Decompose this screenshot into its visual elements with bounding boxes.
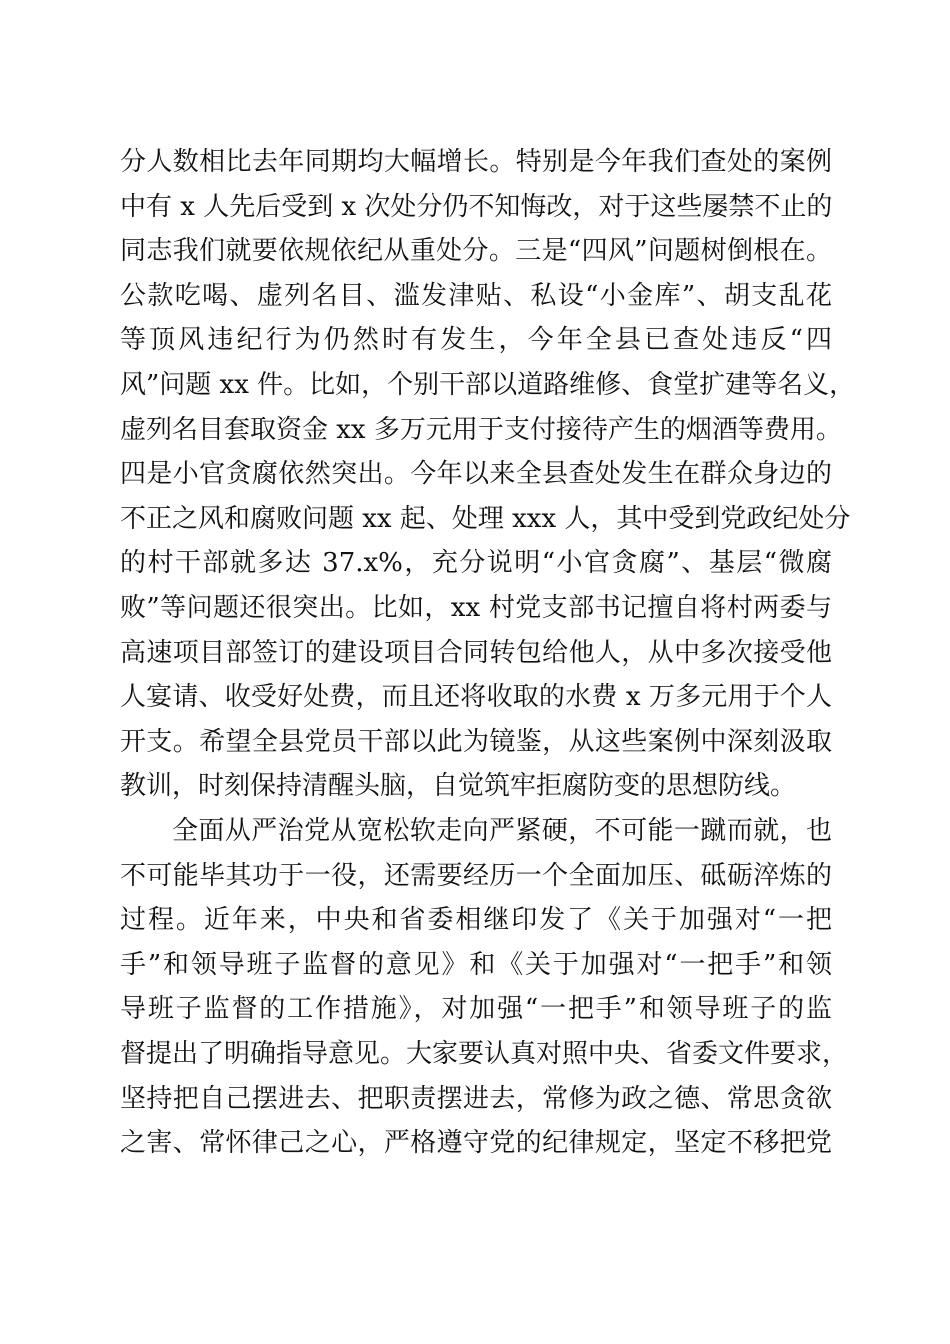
paragraph-line: 不可能毕其功于一役，还需要经历一个全面加压、砥砺淬炼的 — [120, 860, 832, 891]
paragraph-line: 公款吃喝、虚列名目、滥发津贴、私设“小金库”、胡支乱花 — [120, 280, 832, 311]
paragraph-line: 之害、常怀律己之心，严格遵守党的纪律规定，坚定不移把党 — [120, 1128, 832, 1159]
paragraph-line: 风”问题 xx 件。比如，个别干部以道路维修、食堂扩建等名义， — [120, 369, 856, 400]
paragraph-line: 等顶风违纪行为仍然时有发生，今年全县已查处违反“四 — [120, 325, 832, 356]
paragraph-line: 人宴请、收受好处费，而且还将收取的水费 x 万多元用于个人 — [120, 682, 832, 713]
paragraph-line: 教训，时刻保持清醒头脑，自觉筑牢拒腐防变的思想防线。 — [120, 771, 797, 802]
paragraph-line: 督提出了明确指导意见。大家要认真对照中央、省委文件要求， — [120, 1038, 849, 1069]
paragraph-line: 坚持把自己摆进去、把职责摆进去，常修为政之德、常思贪欲 — [120, 1083, 832, 1114]
paragraph-line: 全面从严治党从宽松软走向严紧硬，不可能一蹴而就，也 — [172, 816, 832, 846]
paragraph-line: 分人数相比去年同期均大幅增长。特别是今年我们查处的案例 — [120, 147, 832, 177]
paragraph-line: 不正之风和腐败问题 xx 起、处理 xxx 人，其中受到党政纪处分 — [120, 503, 851, 534]
paragraph-line: 的村干部就多达 37.x%，充分说明“小官贪腐”、基层“微腐 — [120, 548, 832, 579]
paragraph-line: 导班子监督的工作措施》，对加强“一把手”和领导班子的监 — [120, 994, 832, 1025]
paragraph-line: 手”和领导班子监督的意见》和《关于加强对“一把手”和领 — [120, 949, 832, 980]
paragraph-line: 高速项目部签订的建设项目合同转包给他人，从中多次接受他 — [120, 637, 832, 668]
paragraph-line: 开支。希望全县党员干部以此为镜鉴，从这些案例中深刻汲取 — [120, 726, 832, 757]
paragraph-line: 四是小官贪腐依然突出。今年以来全县查处发生在群众身边的 — [120, 459, 832, 490]
paragraph-line: 虚列名目套取资金 xx 多万元用于支付接待产生的烟酒等费用。 — [120, 414, 842, 445]
paragraph-line: 败”等问题还很突出。比如，xx 村党支部书记擅自将村两委与 — [120, 592, 832, 623]
paragraph-1 — [120, 140, 856, 809]
paragraph-line: 中有 x 人先后受到 x 次处分仍不知悔改，对于这些屡禁不止的 — [120, 191, 833, 222]
paragraph-line: 同志我们就要依规依纪从重处分。三是“四风”问题树倒根在。 — [120, 236, 832, 267]
paragraph-2 — [120, 809, 849, 1166]
paragraph-line: 过程。近年来，中央和省委相继印发了《关于加强对“一把 — [120, 905, 832, 936]
